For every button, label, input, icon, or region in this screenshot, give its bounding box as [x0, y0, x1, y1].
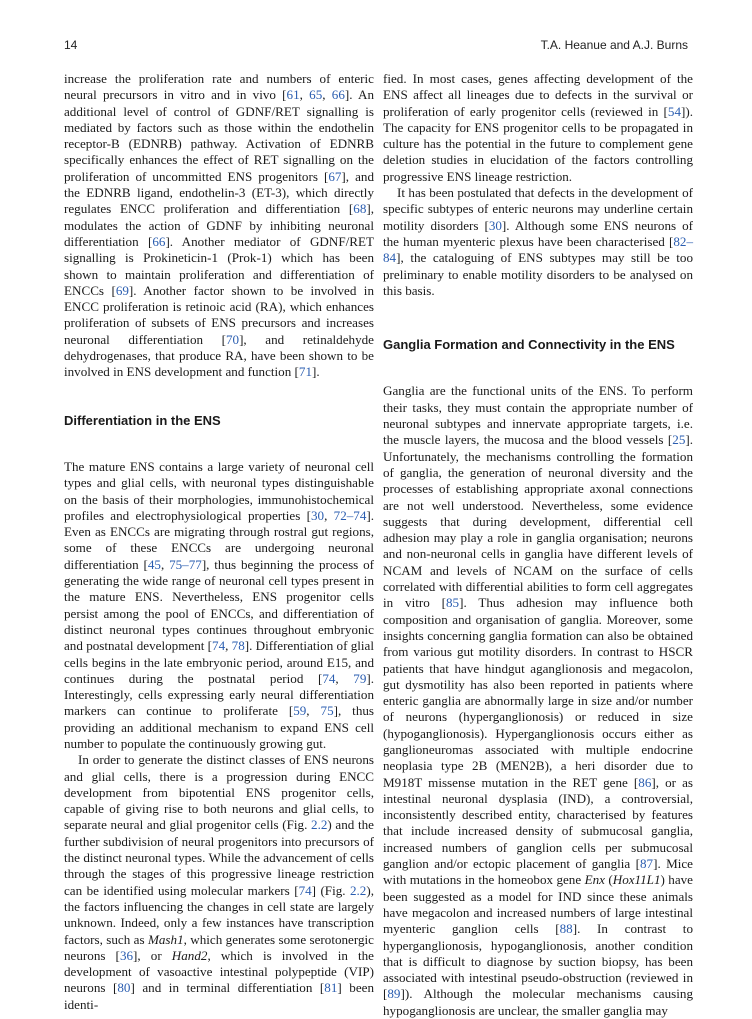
citation-link[interactable]: 45 — [147, 556, 161, 572]
citation-link[interactable]: 66 — [331, 87, 345, 103]
section-heading-ganglia: Ganglia Formation and Connectivity in the ENS — [383, 337, 675, 353]
paragraph: increase the proliferation rate and numbers of enteric neural precursors in vitro and in vivo [61, 65, 66]. An additional level of control of GDNF/RET signalling is mediated by factors such as those within the endothelin receptor-B (EDNRB) pathway. Activation of EDNRB specifically enhances the effect of RET signalling on the proliferation of uncommitted ENS progenitors [67], and the EDNRB ligand, endothelin-3 (ET-3), which directly regulates ENCC proliferation and differentiation [68], modulates the action of GDNF by inhibiting neuronal differentiation [66]. Another mediator of GDNF/RET signalling is Prokineticin-1 (Prok-1) which has been shown to maintain proliferation and differentiation of ENCCs [69]. Another factor shown to be involved in ENCC proliferation is retinoic acid (RA), which enhances proliferation of subsets of ENS precursors and increases neuronal differentiation [70], and retinaldehyde dehydrogenases, that produce RA, have been shown to be involved in ENS development and function [71]. — [64, 71, 375, 380]
citation-link[interactable]: 30 — [488, 217, 502, 233]
citation-link[interactable]: 54 — [667, 103, 681, 119]
citation-link[interactable]: 59 — [293, 703, 307, 719]
running-head: T.A. Heanue and A.J. Burns — [540, 38, 688, 52]
citation-link[interactable]: 71 — [298, 364, 313, 380]
italic-term: Hand2 — [171, 947, 208, 963]
page-number: 14 — [64, 38, 78, 52]
paragraph: It has been postulated that defects in the development of specific subtypes of enteric neurons may underline certain motility disorders [30]. Although some ENS neurons of the human myenteric plexus have been characterised [82–84], the cataloguing of ENS subtypes may still be too preliminary to enable motility disorders to be analysed on this basis. — [383, 185, 693, 298]
citation-link[interactable]: 86 — [638, 774, 652, 790]
citation-link[interactable]: 30 — [310, 507, 325, 523]
citation-link[interactable]: 89 — [387, 986, 401, 1002]
citation-link[interactable]: 79 — [353, 670, 367, 686]
citation-link[interactable]: 67 — [328, 168, 342, 184]
citation-link[interactable]: 75–77 — [169, 556, 202, 572]
citation-link[interactable]: 68 — [353, 201, 367, 217]
citation-link[interactable]: 74 — [322, 670, 336, 686]
citation-link[interactable]: 74 — [212, 638, 226, 654]
citation-link[interactable]: 69 — [115, 282, 129, 298]
left-column — [64, 71, 374, 1013]
citation-link[interactable]: 75 — [320, 703, 334, 719]
citation-link[interactable]: 66 — [152, 233, 166, 249]
citation-link[interactable]: 61 — [286, 87, 300, 103]
citation-link[interactable]: 36 — [119, 947, 134, 963]
citation-link[interactable]: 2.2 — [311, 817, 328, 833]
citation-link[interactable]: 88 — [559, 921, 573, 937]
paragraph: In order to generate the distinct classes of ENS neurons and glial cells, there is a progression during ENCC development from bipotential ENS progenitor cells, capable of giving rise to both neurons and glial cells, to separate neural and glial progenitor cells (Fig. 2.2) and the further subdivision of neural progenitors into precursors of the distinct neuronal types. While the advancement of cells through the stages of this progressive lineage restriction can be identified using molecular markers [74] (Fig. 2.2), the factors influencing the changes in cell state are largely unknown. Indeed, only a few instances have transcription factors, such as Mash1, which generates some serotonergic neurons [36], or Hand2, which is involved in the development of vasoactive intestinal polypeptide (VIP) neurons [80] and in terminal differentiation [81] been identi- — [64, 752, 374, 1012]
italic-term: Enx — [584, 872, 605, 888]
page-header — [64, 38, 688, 58]
paragraph: The mature ENS contains a large variety of neuronal cell types and glial cells, with neuronal types distinguishable on the basis of their morphologies, immunohistochemical profiles and electrophysiological properties [30, 72–74]. Even as ENCCs are migrating through rostral gut regions, some of these ENCCs are undergoing neuronal differentiation [45, 75–77], thus beginning the process of generating the wide range of neuronal cell types present in the mature ENS. Nevertheless, ENS progenitor cells persist among the pool of ENCCs, and differentiation of distinct neuronal types continues throughout embryonic and postnatal development [74, 78]. Differentiation of glial cells begins in the late embryonic period, around E15, and continues during the postnatal period [74, 79]. Interestingly, cells expressing early neural differentiation markers can continue to proliferate [59, 75], thus providing an additional mechanism to expand ENS cell number to populate the continuously growing gut. — [64, 458, 375, 751]
citation-link[interactable]: 65 — [309, 87, 323, 103]
citation-link[interactable]: 82–84 — [383, 233, 693, 266]
citation-link[interactable]: 72–74 — [333, 507, 367, 523]
citation-link[interactable]: 85 — [445, 595, 460, 611]
section-heading-differentiation: Differentiation in the ENS — [64, 412, 221, 428]
right-column — [383, 71, 693, 1019]
citation-link[interactable]: 80 — [117, 980, 131, 996]
paragraph: Ganglia are the functional units of the ENS. To perform their tasks, they must contain the appropriate number of neuronal subtypes and innervate appropriate targets, i.e. the muscle layers, the mucosa and the blood vessels [25]. Unfortunately, the mechanisms controlling the formation of ganglia, the generation of neuronal diversity and the processes of establishing appropriate axonal connections are not well understood. Nevertheless, some evidence suggests that during development, differential cell adhesion may play a role in ganglia organisation; neurons and non-neuronal cells in ganglia have different levels of NCAM and levels of NCAM on the surface of cells correlated with differential abilities to form cell aggregates in vitro [85]. Thus adhesion may influence both composition and organisation of ganglia. Moreover, some insights concerning ganglia formation can also be obtained from various gut motility disorders. In contrast to HSCR patients that have hindgut aganglionosis and megacolon, gut dysmotility has also been reported in patients where enteric ganglia are abnormally large in size and/or number of neurons (hyperganglionosis) or reduced in size (hypoganglionosis). Hyperganglionosis occurs either as ganglioneuromas associated with multiple endocrine neoplasia type 2B (MEN2B), a heri disorder due to M918T missense mutation in the RET gene [86], or as intestinal neuronal dysplasia (IND), a controversial, inconsistently described entity, characterised by features that include increased density of submucosal ganglia, increased numbers of ganglion cells per submucosal ganglion and/or ectopic placement of ganglia [87]. Mice with mutations in the homeobox gene Enx (Hox11L1) have been suggested as a model for IND since these animals have megacolon and increased numbers of large intestinal myenteric ganglion cells [88]. In contrast to hyperganglionosis, hypoganglionosis, another condition that is difficult to diagnose by suction biopsy, has been associated with intestinal pseudo-obstruction (reviewed in [89]). Although the molecular mechanisms causing hypoganglionosis are unclear, the smaller ganglia may — [383, 383, 693, 1018]
citation-link[interactable]: 70 — [225, 331, 240, 347]
paragraph: fied. In most cases, genes affecting development of the ENS affect all lineages due to defects in the survival or proliferation of early progenitor cells (reviewed in [54]). The capacity for ENS progenitor cells to be propagated in culture has the potential in the future to complement gene deletion studies in elucidation of the factors controlling progressive ENS lineage restriction. — [383, 71, 693, 184]
citation-link[interactable]: 78 — [231, 638, 245, 654]
citation-link[interactable]: 2.2 — [349, 882, 367, 898]
citation-link[interactable]: 74 — [298, 882, 312, 898]
italic-term: Hox11L1 — [612, 872, 661, 888]
citation-link[interactable]: 87 — [639, 856, 654, 872]
citation-link[interactable]: 81 — [324, 980, 338, 996]
citation-link[interactable]: 25 — [672, 432, 686, 448]
italic-term: Mash1 — [147, 931, 184, 947]
